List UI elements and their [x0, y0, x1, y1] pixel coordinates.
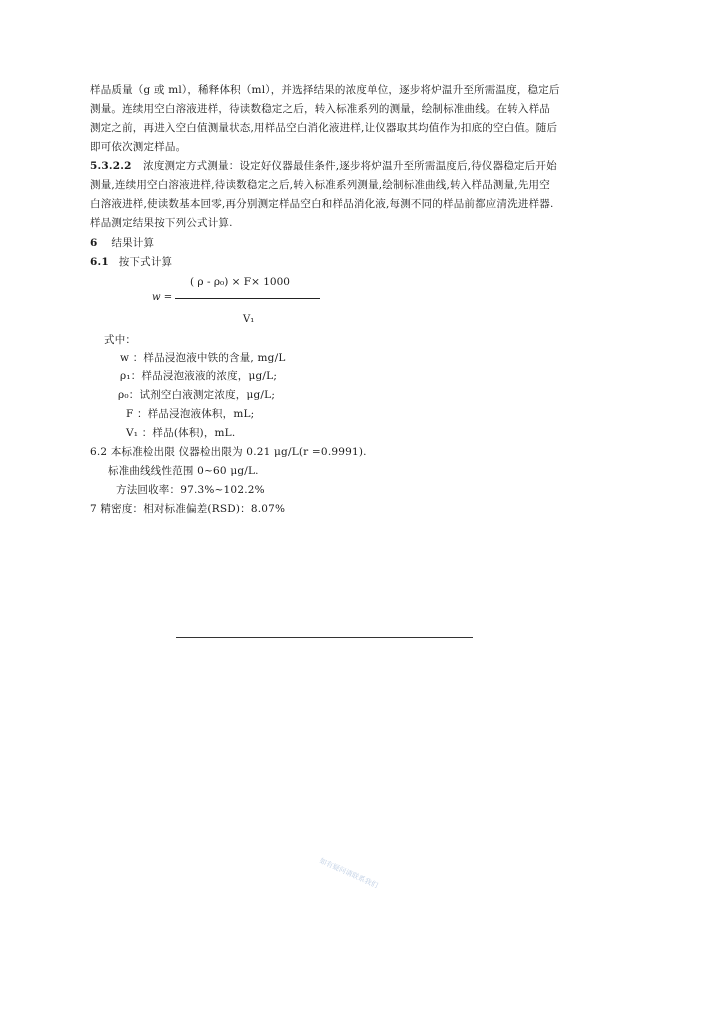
paragraph-line: 样品测定结果按下列公式计算.	[90, 217, 233, 229]
variable-definition: ρ₁：样品浸泡液液的浓度，μg/L;	[120, 370, 278, 382]
paragraph-line: 即可依次测定样品。	[90, 141, 187, 153]
section-number: 6	[90, 237, 98, 249]
formula-lhs: w =	[152, 292, 173, 303]
section-title: 按下式计算	[118, 256, 173, 268]
fraction-bar	[175, 298, 320, 299]
paragraph-line: 白溶液进样,使读数基本回零,再分别测定样品空白和样品消化液,每测不同的样品前都应清洗进样器.	[90, 198, 554, 210]
section-5-3-2-2	[90, 159, 557, 173]
section-text: 浓度测定方式测量：设定好仪器最佳条件,逐步将炉温升至所需温度后,待仪器稳定后开始	[143, 160, 557, 172]
section-number: 6.1	[90, 256, 109, 268]
section-number: 5.3.2.2	[90, 160, 132, 172]
section-6-heading	[90, 236, 154, 250]
detection-limit: 6.2 本标准检出限 仪器检出限为 0.21 μg/L(r =0.9991).	[90, 446, 367, 458]
paragraph-line: 测量。连续用空白溶液进样，待读数稳定之后，转入标准系列的测量，绘制标准曲线。在转入样品	[90, 103, 551, 115]
linear-range: 标准曲线线性范围 0~60 μg/L.	[108, 465, 259, 477]
paragraph-line: 测量,连续用空白溶液进样,待读数稳定之后,转入标准系列测量,绘制标准曲线,转入样品测量,先用空	[90, 179, 550, 191]
end-rule	[176, 637, 473, 638]
formula-denominator: V₁	[243, 314, 255, 325]
precision: 7 精密度：相对标准偏差(RSD)：8.07%	[90, 503, 286, 515]
recovery-rate: 方法回收率：97.3%~102.2%	[116, 484, 265, 496]
section-6-1-heading	[90, 255, 172, 269]
formula-numerator: ( ρ - ρ₀) × F× 1000	[190, 276, 290, 288]
section-title: 结果计算	[111, 237, 155, 249]
watermark-stamp: 如有疑问请联系我们	[318, 856, 380, 890]
paragraph-line: 测定之前，再进入空白值测量状态,用样品空白消化液进样,让仪器取其均值作为扣底的空白值。随后	[90, 122, 558, 134]
variable-definition: ρ₀：试剂空白液测定浓度，μg/L;	[118, 389, 276, 401]
where-label: 式中：	[104, 334, 137, 346]
variable-definition: V₁ ：样品(体积)，mL.	[126, 427, 236, 439]
paragraph-line: 样品质量（g 或 ml），稀释体积（ml），并选择结果的浓度单位，逐步将炉温升至所需温度，稳定后	[90, 84, 560, 96]
variable-definition: w ：样品浸泡液中铁的含量, mg/L	[120, 352, 286, 364]
variable-definition: F ：样品浸泡液体积，mL;	[126, 408, 255, 420]
